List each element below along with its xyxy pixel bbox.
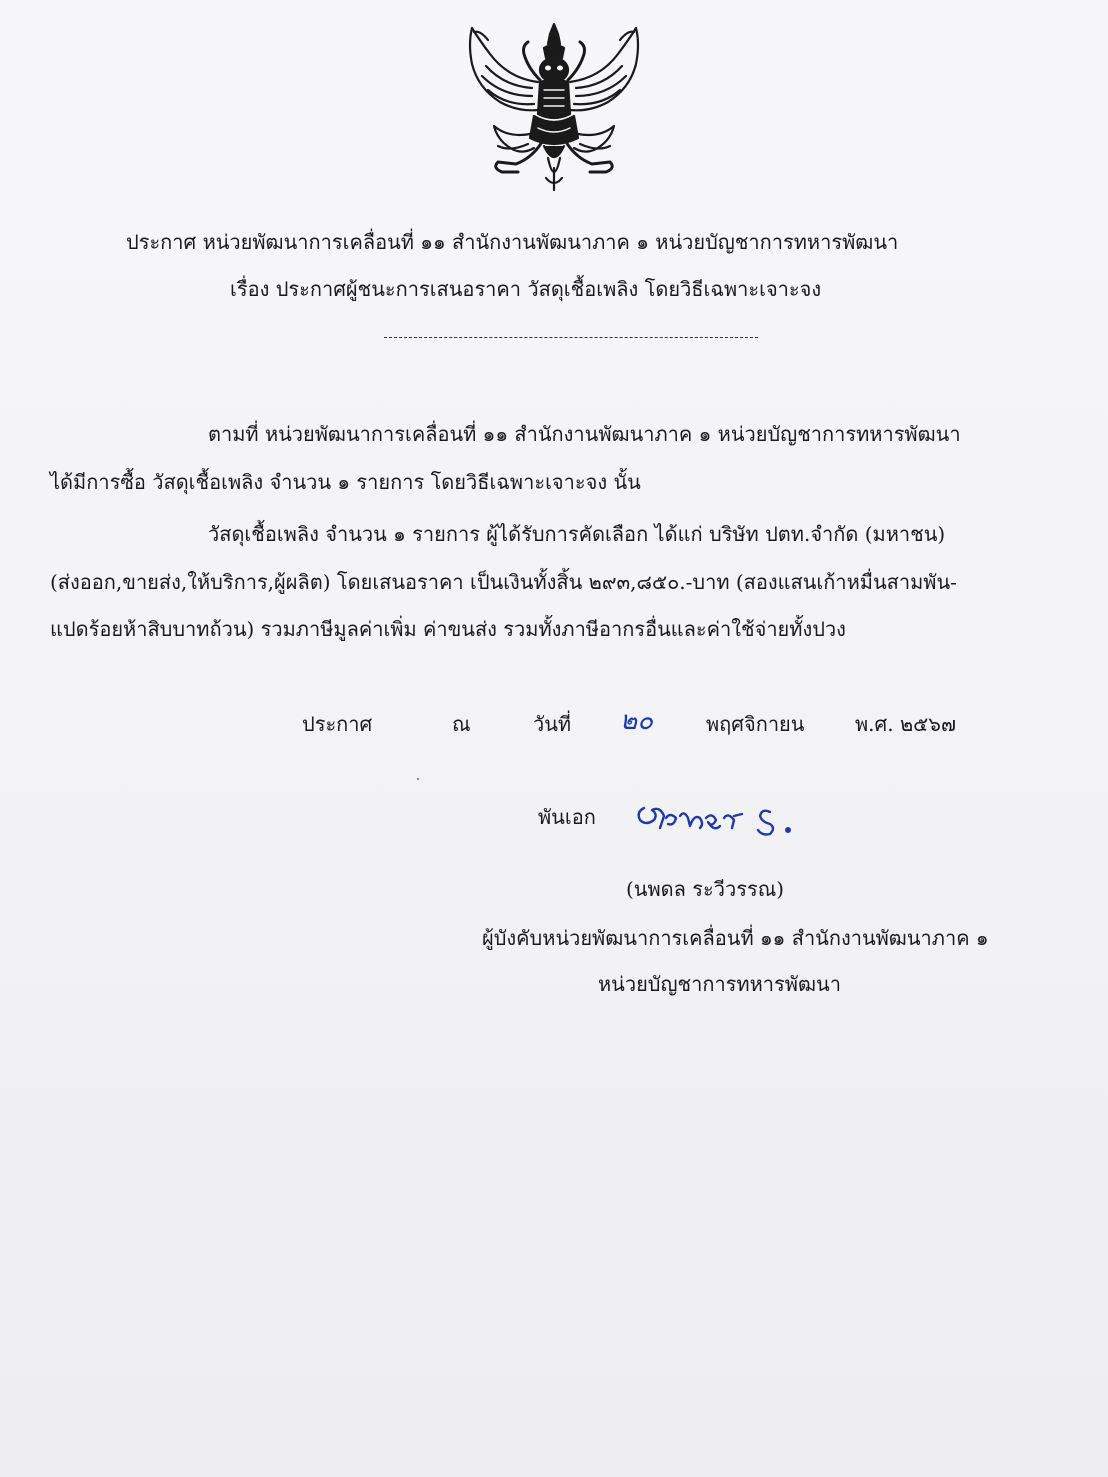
signer-name: (นพดล ระวีวรรณ) (626, 877, 785, 901)
paragraph-2-line-2: (ส่งออก,ขายส่ง,ให้บริการ,ผู้ผลิต) โดยเสนอราคา เป็นเงินทั้งสิ้น ๒๙๓,๘๕๐.-บาท (สองแสนเก้าหมื่นสามพัน- (50, 570, 957, 594)
garuda-emblem-icon (458, 18, 650, 194)
date-day-handwritten: ๒๐ (620, 706, 654, 736)
date-month: พฤศจิกายน (706, 712, 805, 736)
paper-speck (417, 778, 419, 780)
date-announce-label: ประกาศ (302, 712, 373, 736)
paragraph-2-line-3: แปดร้อยห้าสิบบาทถ้วน) รวมภาษีมูลค่าเพิ่ม ค่าขนส่ง รวมทั้งภาษีอากรอื่นและค่าใช้จ่ายทั้งปวง (50, 617, 846, 641)
paragraph-1-line-2: ได้มีการซื้อ วัสดุเชื้อเพลิง จำนวน ๑ รายการ โดยวิธีเฉพาะเจาะจง นั้น (50, 470, 641, 494)
paragraph-2-line-1: วัสดุเชื้อเพลิง จำนวน ๑ รายการ ผู้ได้รับการคัดเลือก ได้แก่ บริษัท ปตท.จำกัด (มหาชน) (208, 522, 946, 546)
signer-rank: พันเอก (538, 805, 596, 829)
handwritten-signature (630, 790, 810, 846)
announcement-title: ประกาศ หน่วยพัฒนาการเคลื่อนที่ ๑๑ สำนักงานพัฒนาภาค ๑ หน่วยบัญชาการทหารพัฒนา (126, 230, 899, 254)
title-separator (384, 337, 758, 338)
signer-position-line-2: หน่วยบัญชาการทหารพัฒนา (598, 972, 841, 996)
signer-position-line-1: ผู้บังคับหน่วยพัฒนาการเคลื่อนที่ ๑๑ สำนักงานพัฒนาภาค ๑ (482, 926, 989, 950)
announcement-subject: เรื่อง ประกาศผู้ชนะการเสนอราคา วัสดุเชื้อเพลิง โดยวิธีเฉพาะเจาะจง (230, 277, 822, 301)
date-at-label: ณ (452, 712, 471, 736)
date-year: พ.ศ. ๒๕๖๗ (855, 712, 957, 736)
paragraph-1-line-1: ตามที่ หน่วยพัฒนาการเคลื่อนที่ ๑๑ สำนักงานพัฒนาภาค ๑ หน่วยบัญชาการทหารพัฒนา (208, 422, 961, 446)
date-day-label: วันที่ (533, 712, 572, 736)
